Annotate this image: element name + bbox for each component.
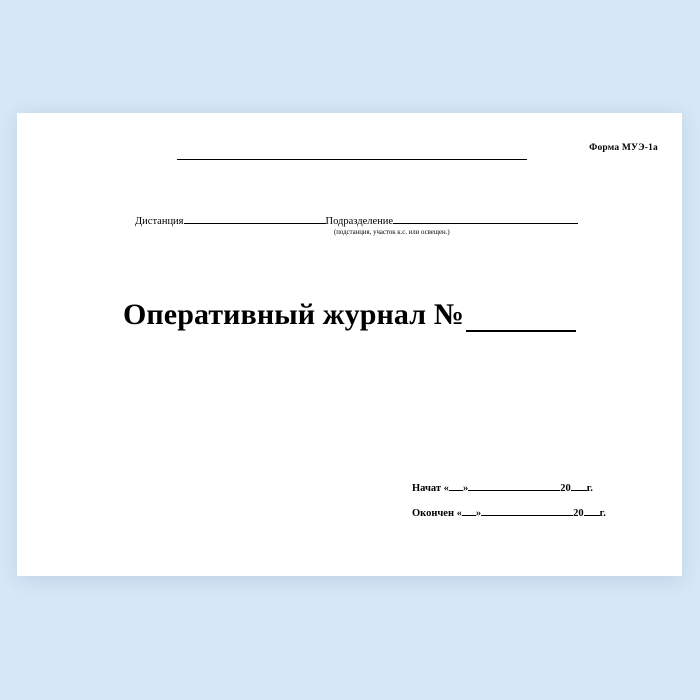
started-year-blank[interactable] [571, 481, 587, 491]
started-quote-close: » [462, 483, 469, 494]
page-title [17, 298, 682, 332]
finished-quote-close: » [475, 508, 482, 519]
subdivision-blank-line[interactable] [393, 213, 578, 224]
finished-year: 20 [573, 508, 584, 519]
finished-row [412, 506, 642, 519]
distance-label: Дистанция [135, 216, 184, 227]
started-year: 20 [560, 483, 571, 494]
journal-number-blank[interactable] [466, 306, 576, 332]
distance-subdivision-row [135, 213, 575, 227]
started-row [412, 481, 642, 494]
started-month-blank[interactable] [468, 481, 560, 491]
page-title-text: Оперативный журнал № [122, 298, 465, 331]
top-blank-rule [177, 159, 527, 160]
finished-year-suffix: г. [599, 508, 606, 519]
finished-day-blank[interactable] [462, 506, 476, 516]
subdivision-label: Подразделение [325, 216, 394, 227]
finished-year-blank[interactable] [584, 506, 600, 516]
finished-label: Окончен « [412, 508, 462, 519]
started-year-suffix: г. [586, 483, 593, 494]
form-code-label: Форма МУЭ-1а [589, 143, 658, 153]
started-label: Начат « [412, 483, 449, 494]
started-day-blank[interactable] [449, 481, 463, 491]
finished-month-blank[interactable] [481, 506, 573, 516]
document-page [17, 113, 682, 576]
subdivision-sub-caption: (подстанция, участок к.с. или освещен.) [334, 229, 450, 236]
footer-dates [412, 481, 642, 531]
distance-blank-line[interactable] [184, 213, 326, 224]
